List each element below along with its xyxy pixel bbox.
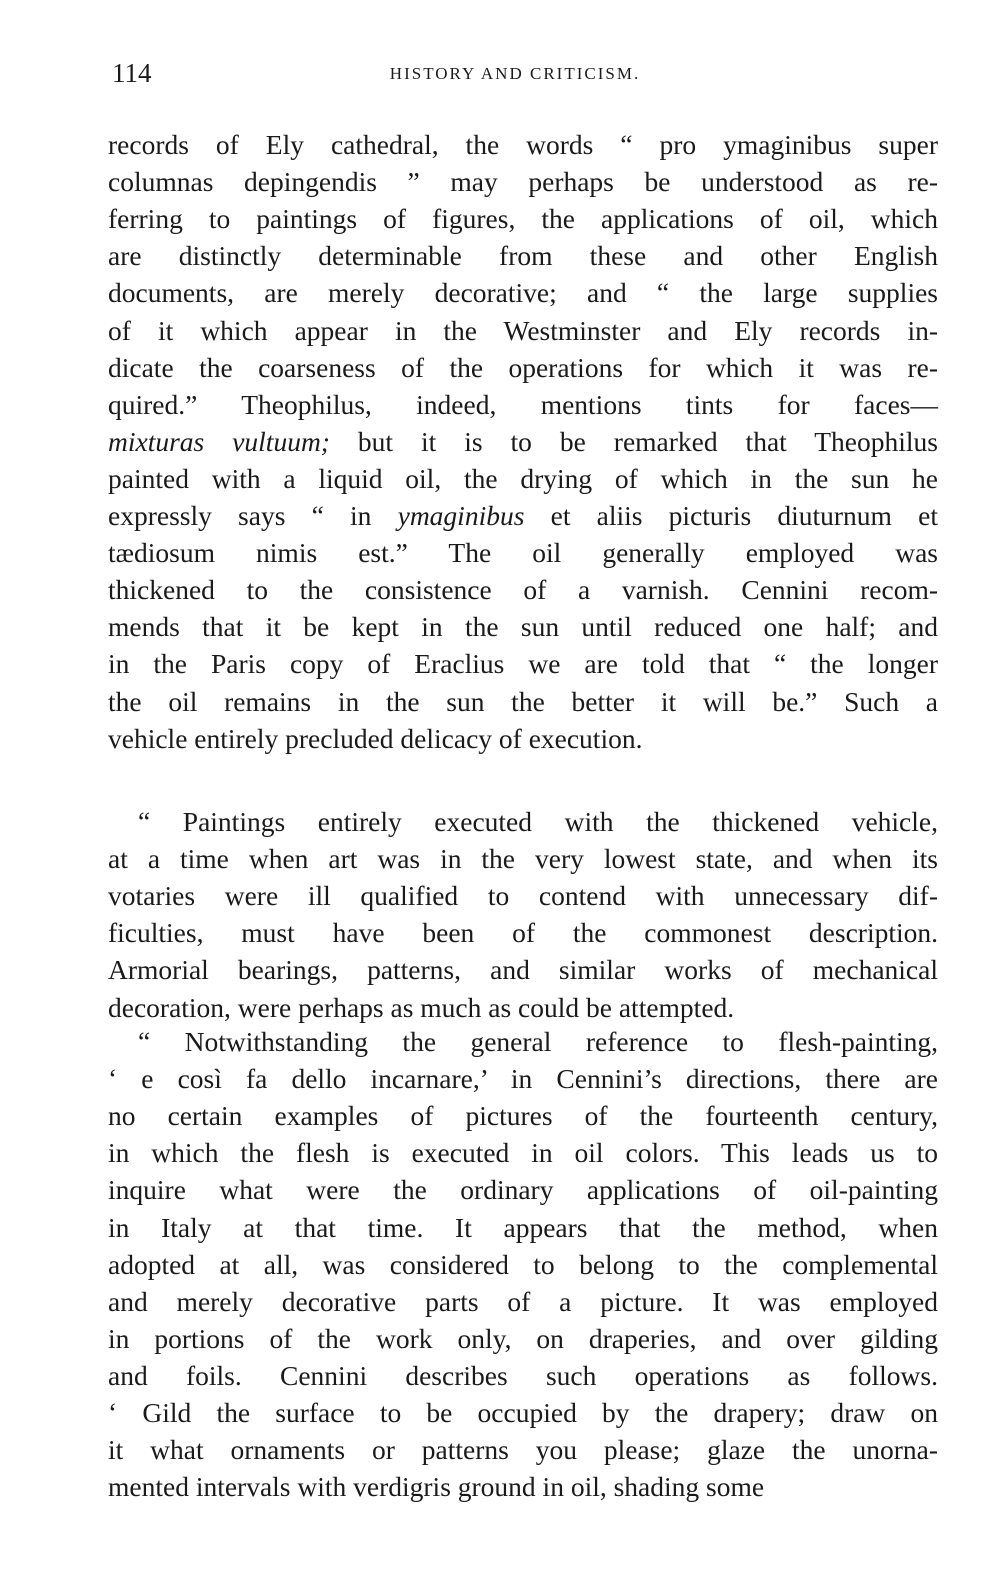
text-line [108, 1099, 938, 1133]
text-line [108, 1285, 938, 1319]
text-run: and foils. Cennini describes such operations as follows. [108, 1359, 938, 1391]
text-run: but it is to be remarked that Theophilus [329, 425, 938, 457]
text-line [108, 879, 938, 913]
text-line [108, 916, 938, 950]
text-line [108, 165, 938, 199]
text-line [108, 1433, 938, 1467]
text-run: dicate the coarseness of the operations for which it was re- [108, 351, 938, 383]
text-run: columnas depingendis ” may perhaps be understood as re- [108, 166, 938, 198]
text-run: thickened to the consistence of a varnish. Cennini recom- [108, 574, 938, 606]
text-line [108, 351, 938, 385]
text-run: vehicle entirely precluded delicacy of execution. [108, 722, 643, 754]
text-run: mends that it be kept in the sun until reduced one half; and [108, 611, 938, 643]
text-line [108, 573, 938, 607]
text-line [108, 953, 938, 987]
text-run: it what ornaments or patterns you please; glaze the unorna- [108, 1434, 938, 1466]
text-line [108, 276, 938, 310]
text-run: expressly says “ in [108, 500, 398, 531]
text-line [108, 462, 938, 496]
text-line [108, 1025, 938, 1059]
text-line [108, 1248, 938, 1282]
text-run: the oil remains in the sun the better it will be.” Such a [108, 685, 938, 717]
text-line [108, 314, 938, 348]
text-run: of it which appear in the Westminster and Ely records in- [108, 314, 938, 346]
text-line [108, 128, 938, 162]
text-run: mented intervals with verdigris ground in oil, shading some [108, 1471, 765, 1503]
text-line [108, 1211, 938, 1245]
text-line [108, 1136, 938, 1170]
text-run: records of Ely cathedral, the words “ pro ymaginibus super [108, 129, 938, 160]
text-run: inquire what were the ordinary applications of oil-painting [108, 1174, 938, 1206]
text-run: “ Notwithstanding the general reference to flesh-painting, [138, 1026, 938, 1057]
text-line [108, 1173, 938, 1207]
text-line [108, 685, 938, 719]
text-run: no certain examples of pictures of the fourteenth century, [108, 1100, 938, 1132]
text-line [108, 647, 938, 681]
text-line [108, 499, 938, 533]
text-line [108, 536, 938, 570]
text-line [108, 805, 938, 839]
text-run: in which the flesh is executed in oil colors. This leads us to [108, 1137, 938, 1169]
text-line [108, 842, 938, 876]
text-run: ‘ e così fa dello incarnare,’ in Cennini’s directions, there are [108, 1063, 938, 1095]
text-run: ficulties, must have been of the commonest description. [108, 917, 938, 949]
text-line [108, 425, 938, 459]
text-run: in Italy at that time. It appears that the method, when [108, 1211, 938, 1243]
text-line [108, 991, 938, 1025]
text-line [108, 388, 938, 422]
text-run: quired.” Theophilus, indeed, mentions tints for faces— [108, 388, 938, 420]
text-line [108, 610, 938, 644]
text-run: votaries were ill qualified to contend with unnecessary dif- [108, 880, 938, 912]
text-run: “ Paintings entirely executed with the thickened vehicle, [138, 806, 938, 837]
page-number: 114 [112, 58, 152, 88]
text-line [108, 1470, 938, 1504]
text-run: in the Paris copy of Eraclius we are told that “ the longer [108, 648, 938, 680]
text-line [108, 1062, 938, 1096]
text-run: and merely decorative parts of a picture. It was employed [108, 1285, 938, 1317]
text-run: at a time when art was in the very lowest state, and when its [108, 843, 938, 875]
text-run: ‘ Gild the surface to be occupied by the drapery; draw on [108, 1397, 938, 1428]
text-line [108, 1322, 938, 1356]
text-run: ferring to paintings of figures, the applications of oil, which [108, 203, 938, 235]
text-run: documents, are merely decorative; and “ the large supplies [108, 277, 938, 309]
text-run: tædiosum nimis est.” The oil generally employed was [108, 537, 938, 569]
italic-text: ymaginibus [397, 500, 525, 531]
text-run: in portions of the work only, on draperies, and over gilding [108, 1322, 938, 1354]
text-line [108, 1359, 938, 1393]
text-run: painted with a liquid oil, the drying of which in the sun he [108, 462, 938, 494]
text-run: are distinctly determinable from these and other English [108, 240, 938, 272]
text-line [108, 1396, 938, 1430]
running-title: HISTORY AND CRITICISM. [389, 64, 641, 83]
text-line [108, 722, 938, 756]
text-line [108, 239, 938, 273]
text-run: adopted at all, was considered to belong to the complemental [108, 1248, 938, 1280]
text-run: Armorial bearings, patterns, and similar works of mechanical [108, 954, 938, 986]
text-line [108, 202, 938, 236]
text-run: decoration, were perhaps as much as could be attempted. [108, 991, 735, 1023]
text-run: et aliis picturis diuturnum et [524, 500, 938, 531]
italic-text: mixturas vultuum; [108, 425, 330, 457]
